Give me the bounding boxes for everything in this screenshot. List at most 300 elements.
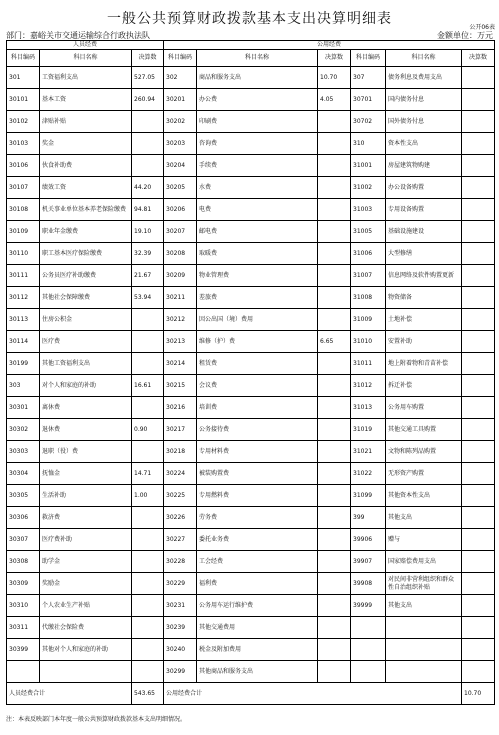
code-cell: 30202 (164, 111, 197, 133)
name-cell: 对民间非营利组织和群众性自治组织补贴 (386, 573, 462, 595)
amount-cell (318, 133, 351, 155)
code-cell: 39999 (351, 595, 386, 617)
name-cell: 医疗费 (40, 331, 132, 353)
code-cell: 30231 (164, 595, 197, 617)
code-cell: 30239 (164, 617, 197, 639)
code-cell: 30304 (7, 463, 40, 485)
name-cell: 取暖费 (197, 243, 318, 265)
table-row (7, 661, 495, 683)
table-row (7, 67, 495, 89)
name-cell: 会议费 (197, 375, 318, 397)
amount-cell: 0.90 (132, 419, 164, 441)
code-cell: 30109 (7, 221, 40, 243)
code-cell: 31002 (351, 177, 386, 199)
table-row (7, 243, 495, 265)
amount-cell (318, 529, 351, 551)
amount-cell (462, 507, 495, 529)
code-cell: 310 (351, 133, 386, 155)
amount-cell (462, 287, 495, 309)
name-cell: 资本性支出 (386, 133, 462, 155)
header-code: 科目编码 (351, 50, 386, 67)
code-cell: 31005 (351, 221, 386, 243)
code-cell: 31099 (351, 485, 386, 507)
name-cell: 办公费 (197, 89, 318, 111)
amount-cell (318, 353, 351, 375)
amount-cell: 14.71 (132, 463, 164, 485)
amount-cell: 527.05 (132, 67, 164, 89)
name-cell: 拆迁补偿 (386, 375, 462, 397)
code-cell: 31022 (351, 463, 386, 485)
amount-cell (318, 111, 351, 133)
code-cell: 30212 (164, 309, 197, 331)
name-cell: 抚恤金 (40, 463, 132, 485)
code-cell: 31007 (351, 265, 386, 287)
amount-cell (132, 617, 164, 639)
table-row (7, 353, 495, 375)
name-cell: 信息网络及软件购置更新 (386, 265, 462, 287)
name-cell: 公务用车购置 (386, 397, 462, 419)
amount-cell (132, 507, 164, 529)
name-cell: 其他社会保障缴费 (40, 287, 132, 309)
totals-row (7, 683, 495, 705)
table-row (7, 595, 495, 617)
code-cell: 30114 (7, 331, 40, 353)
code-cell: 30218 (164, 441, 197, 463)
code-cell: 30302 (7, 419, 40, 441)
name-cell: 办公设备购置 (386, 177, 462, 199)
amount-cell (462, 551, 495, 573)
code-cell: 30309 (7, 573, 40, 595)
name-cell: 租赁费 (197, 353, 318, 375)
name-cell: 个人农业生产补贴 (40, 595, 132, 617)
code-cell: 39907 (351, 551, 386, 573)
name-cell: 公务用车运行维护费 (197, 595, 318, 617)
code-cell: 31012 (351, 375, 386, 397)
amount-cell (462, 243, 495, 265)
name-cell: 水费 (197, 177, 318, 199)
amount-cell: 32.39 (132, 243, 164, 265)
name-cell: 其他商品和服务支出 (197, 661, 318, 683)
amount-cell (132, 529, 164, 551)
name-cell: 因公出国（境）费用 (197, 309, 318, 331)
code-cell: 30307 (7, 529, 40, 551)
amount-cell: 260.94 (132, 89, 164, 111)
table-row (7, 199, 495, 221)
code-cell: 31008 (351, 287, 386, 309)
code-cell: 30201 (164, 89, 197, 111)
amount-cell (132, 573, 164, 595)
name-cell (386, 617, 462, 639)
footnote: 注：本表反映部门本年度一般公共预算财政拨款基本支出明细情况。 (6, 716, 187, 723)
code-cell: 303 (7, 375, 40, 397)
name-cell: 被装购置费 (197, 463, 318, 485)
table-row (7, 331, 495, 353)
unit-label: 金额单位：万元 (437, 31, 493, 40)
amount-cell (132, 397, 164, 419)
name-cell: 代缴社会保险费 (40, 617, 132, 639)
table-row (7, 177, 495, 199)
amount-cell: 21.67 (132, 265, 164, 287)
amount-cell (462, 441, 495, 463)
name-cell: 对个人和家庭的补助 (40, 375, 132, 397)
table-row (7, 265, 495, 287)
code-cell: 30209 (164, 265, 197, 287)
amount-cell (462, 485, 495, 507)
code-cell: 30199 (7, 353, 40, 375)
code-cell (351, 639, 386, 661)
code-cell: 31001 (351, 155, 386, 177)
amount-cell (132, 661, 164, 683)
name-cell: 商品和服务支出 (197, 67, 318, 89)
department-label: 部门：嘉峪关市交通运输综合行政执法队 (6, 31, 150, 40)
name-cell: 其他交通费用 (197, 617, 318, 639)
code-cell: 30227 (164, 529, 197, 551)
name-cell: 手续费 (197, 155, 318, 177)
header-code: 科目编码 (164, 50, 197, 67)
amount-cell (318, 551, 351, 573)
amount-cell (318, 441, 351, 463)
amount-cell (318, 507, 351, 529)
amount-cell: 53.94 (132, 287, 164, 309)
name-cell: 物资储备 (386, 287, 462, 309)
amount-cell (462, 595, 495, 617)
table-row (7, 485, 495, 507)
name-cell: 基本工资 (40, 89, 132, 111)
table-row (7, 573, 495, 595)
code-cell: 30211 (164, 287, 197, 309)
code-cell: 30217 (164, 419, 197, 441)
name-cell: 差旅费 (197, 287, 318, 309)
amount-cell: 1.00 (132, 485, 164, 507)
code-cell: 30203 (164, 133, 197, 155)
code-cell: 30303 (7, 441, 40, 463)
amount-cell (462, 89, 495, 111)
amount-cell (462, 639, 495, 661)
name-cell: 国内债务付息 (386, 89, 462, 111)
code-cell: 30113 (7, 309, 40, 331)
name-cell: 专用材料费 (197, 441, 318, 463)
name-cell: 其他交通工具购置 (386, 419, 462, 441)
amount-cell (462, 67, 495, 89)
code-cell: 30215 (164, 375, 197, 397)
code-cell: 31021 (351, 441, 386, 463)
personnel-total-label: 人员经费合计 (7, 683, 132, 705)
code-cell: 31013 (351, 397, 386, 419)
amount-cell (462, 155, 495, 177)
code-cell: 30240 (164, 639, 197, 661)
name-cell: 公务接待费 (197, 419, 318, 441)
name-cell: 其他支出 (386, 507, 462, 529)
code-cell: 30228 (164, 551, 197, 573)
name-cell: 职业年金缴费 (40, 221, 132, 243)
code-cell: 30305 (7, 485, 40, 507)
name-cell: 绩效工资 (40, 177, 132, 199)
name-cell: 其他对个人和家庭的补助 (40, 639, 132, 661)
name-cell: 退职（役）费 (40, 441, 132, 463)
code-cell: 31009 (351, 309, 386, 331)
table-row (7, 89, 495, 111)
header-name: 科目名称 (386, 50, 462, 67)
code-cell: 30101 (7, 89, 40, 111)
code-cell: 39906 (351, 529, 386, 551)
code-cell: 30205 (164, 177, 197, 199)
name-cell: 维修（护）费 (197, 331, 318, 353)
table-row (7, 529, 495, 551)
name-cell: 伙食补助费 (40, 155, 132, 177)
name-cell: 土地补偿 (386, 309, 462, 331)
amount-cell (462, 331, 495, 353)
amount-cell (462, 617, 495, 639)
amount-cell: 10.70 (318, 67, 351, 89)
code-cell: 31010 (351, 331, 386, 353)
name-cell: 专用燃料费 (197, 485, 318, 507)
name-cell: 工资福利支出 (40, 67, 132, 89)
table-row (7, 463, 495, 485)
amount-cell (462, 177, 495, 199)
code-cell: 30206 (164, 199, 197, 221)
name-cell: 税金及附加费用 (197, 639, 318, 661)
name-cell: 委托业务费 (197, 529, 318, 551)
amount-cell (318, 265, 351, 287)
amount-cell (132, 133, 164, 155)
amount-cell (462, 199, 495, 221)
amount-cell (462, 573, 495, 595)
code-cell: 399 (351, 507, 386, 529)
amount-cell (132, 111, 164, 133)
code-cell: 31003 (351, 199, 386, 221)
name-cell: 基础设施建设 (386, 221, 462, 243)
amount-cell (318, 485, 351, 507)
header-amount: 决算数 (318, 50, 351, 67)
code-cell: 30226 (164, 507, 197, 529)
table-row (7, 133, 495, 155)
name-cell: 生活补助 (40, 485, 132, 507)
name-cell: 无形资产购置 (386, 463, 462, 485)
amount-cell (132, 353, 164, 375)
name-cell: 培训费 (197, 397, 318, 419)
name-cell (40, 661, 132, 683)
table-row (7, 155, 495, 177)
amount-cell (462, 529, 495, 551)
name-cell: 咨询费 (197, 133, 318, 155)
table-row (7, 287, 495, 309)
name-cell: 奖励金 (40, 573, 132, 595)
amount-cell (318, 639, 351, 661)
table-row (7, 221, 495, 243)
code-cell: 30108 (7, 199, 40, 221)
name-cell (386, 639, 462, 661)
header-amount: 决算数 (462, 50, 495, 67)
name-cell: 其他资本性支出 (386, 485, 462, 507)
header-amount: 决算数 (132, 50, 164, 67)
header-code: 科目编码 (7, 50, 40, 67)
name-cell: 国家赔偿费用支出 (386, 551, 462, 573)
table-row (7, 111, 495, 133)
code-cell: 30301 (7, 397, 40, 419)
code-cell: 30224 (164, 463, 197, 485)
amount-cell (318, 463, 351, 485)
amount-cell (132, 155, 164, 177)
amount-cell (132, 441, 164, 463)
amount-cell (462, 221, 495, 243)
amount-cell (462, 133, 495, 155)
name-cell: 救济费 (40, 507, 132, 529)
name-cell: 赠与 (386, 529, 462, 551)
name-cell: 大型修缮 (386, 243, 462, 265)
name-cell: 文物和陈列品购置 (386, 441, 462, 463)
amount-cell: 6.65 (318, 331, 351, 353)
header-name: 科目名称 (197, 50, 318, 67)
name-cell: 安置补助 (386, 331, 462, 353)
code-cell: 30399 (7, 639, 40, 661)
name-cell: 职工基本医疗保险缴费 (40, 243, 132, 265)
name-cell: 电费 (197, 199, 318, 221)
amount-cell (318, 309, 351, 331)
amount-cell (462, 661, 495, 683)
amount-cell (318, 419, 351, 441)
code-cell (7, 661, 40, 683)
amount-cell (462, 353, 495, 375)
amount-cell (462, 397, 495, 419)
table-row (7, 375, 495, 397)
amount-cell (318, 155, 351, 177)
amount-cell (462, 265, 495, 287)
amount-cell (462, 463, 495, 485)
section-personnel: 人员经费 (7, 41, 164, 50)
code-cell: 30214 (164, 353, 197, 375)
table-row (7, 419, 495, 441)
public-total-value: 10.70 (462, 683, 495, 705)
amount-cell (132, 551, 164, 573)
amount-cell: 16.61 (132, 375, 164, 397)
code-cell: 30225 (164, 485, 197, 507)
amount-cell (462, 419, 495, 441)
personnel-total-value: 543.65 (132, 683, 164, 705)
code-cell: 30213 (164, 331, 197, 353)
amount-cell (132, 595, 164, 617)
name-cell: 劳务费 (197, 507, 318, 529)
code-cell (351, 661, 386, 683)
amount-cell (318, 221, 351, 243)
code-cell: 30204 (164, 155, 197, 177)
name-cell: 印刷费 (197, 111, 318, 133)
amount-cell (462, 309, 495, 331)
name-cell: 债务利息及费用支出 (386, 67, 462, 89)
code-cell: 30216 (164, 397, 197, 419)
table-row (7, 551, 495, 573)
amount-cell (318, 177, 351, 199)
table-row (7, 639, 495, 661)
header-row (7, 50, 495, 67)
code-cell: 30229 (164, 573, 197, 595)
amount-cell (318, 397, 351, 419)
amount-cell (318, 573, 351, 595)
amount-cell: 19.10 (132, 221, 164, 243)
amount-cell (462, 375, 495, 397)
name-cell: 公务员医疗补助缴费 (40, 265, 132, 287)
code-cell: 302 (164, 67, 197, 89)
code-cell: 31006 (351, 243, 386, 265)
code-cell: 30112 (7, 287, 40, 309)
table-row (7, 309, 495, 331)
table-row (7, 397, 495, 419)
name-cell: 其他支出 (386, 595, 462, 617)
amount-cell (462, 111, 495, 133)
section-public: 公用经费 (164, 41, 495, 50)
amount-cell (318, 375, 351, 397)
code-cell: 30208 (164, 243, 197, 265)
code-cell: 30106 (7, 155, 40, 177)
name-cell (386, 661, 462, 683)
code-cell: 30107 (7, 177, 40, 199)
amount-cell (132, 309, 164, 331)
code-cell: 30702 (351, 111, 386, 133)
name-cell: 离休费 (40, 397, 132, 419)
code-cell: 30111 (7, 265, 40, 287)
header-name: 科目名称 (40, 50, 132, 67)
name-cell: 邮电费 (197, 221, 318, 243)
amount-cell (132, 639, 164, 661)
name-cell: 福利费 (197, 573, 318, 595)
name-cell: 津贴补贴 (40, 111, 132, 133)
name-cell: 助学金 (40, 551, 132, 573)
amount-cell: 44.20 (132, 177, 164, 199)
amount-cell: 4.05 (318, 89, 351, 111)
name-cell: 奖金 (40, 133, 132, 155)
page-title: 一般公共预算财政拨款基本支出决算明细表 (107, 11, 392, 27)
table-row (7, 617, 495, 639)
amount-cell (318, 595, 351, 617)
code-cell: 30103 (7, 133, 40, 155)
name-cell: 退休费 (40, 419, 132, 441)
code-cell: 30110 (7, 243, 40, 265)
amount-cell (318, 661, 351, 683)
code-cell: 30306 (7, 507, 40, 529)
table-row (7, 507, 495, 529)
name-cell: 其他工资福利支出 (40, 353, 132, 375)
code-cell: 31019 (351, 419, 386, 441)
name-cell: 机关事业单位基本养老保险缴费 (40, 199, 132, 221)
code-cell: 31011 (351, 353, 386, 375)
amount-cell: 94.81 (132, 199, 164, 221)
name-cell: 专用设备购置 (386, 199, 462, 221)
code-cell: 39908 (351, 573, 386, 595)
name-cell: 医疗费补助 (40, 529, 132, 551)
public-total-label: 公用经费合计 (164, 683, 462, 705)
code-cell: 30701 (351, 89, 386, 111)
code-cell: 30308 (7, 551, 40, 573)
code-cell: 30310 (7, 595, 40, 617)
name-cell: 工会经费 (197, 551, 318, 573)
code-cell: 30299 (164, 661, 197, 683)
code-cell: 30102 (7, 111, 40, 133)
code-cell (351, 617, 386, 639)
name-cell: 住房公积金 (40, 309, 132, 331)
amount-cell (318, 243, 351, 265)
amount-cell (318, 617, 351, 639)
name-cell: 国外债务付息 (386, 111, 462, 133)
amount-cell (318, 287, 351, 309)
table-code: 公开06表 (469, 24, 495, 31)
code-cell: 30311 (7, 617, 40, 639)
expenditure-table (6, 40, 495, 705)
code-cell: 307 (351, 67, 386, 89)
code-cell: 30207 (164, 221, 197, 243)
table-row (7, 441, 495, 463)
amount-cell (318, 199, 351, 221)
code-cell: 301 (7, 67, 40, 89)
name-cell: 地上附着物和青苗补偿 (386, 353, 462, 375)
